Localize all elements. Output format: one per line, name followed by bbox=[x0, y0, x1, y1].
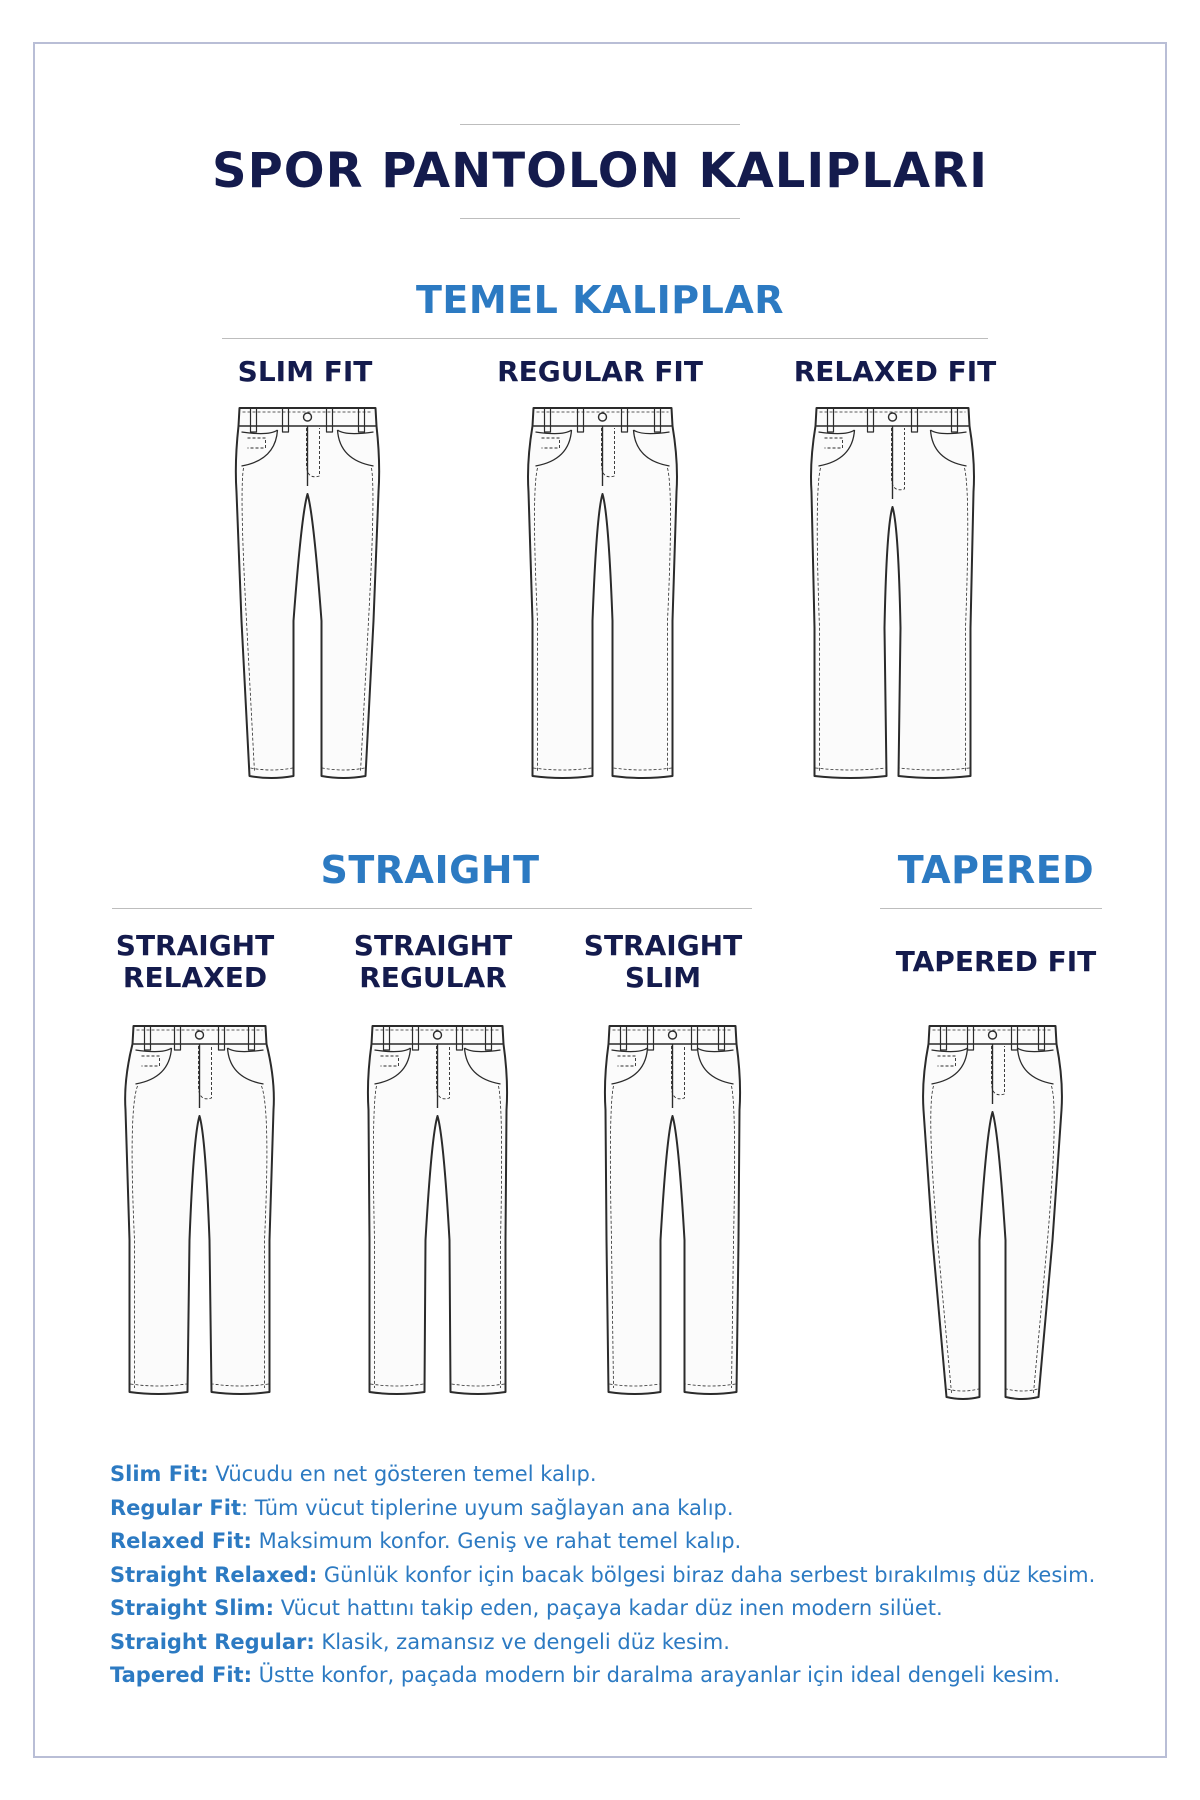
straight-regular-pants-illustration bbox=[350, 1020, 525, 1400]
section-rule-tapered bbox=[880, 908, 1102, 909]
title-top-rule bbox=[460, 124, 740, 125]
fit-label-straight-regular bbox=[318, 930, 548, 994]
title-bottom-rule bbox=[460, 218, 740, 219]
description-tapered-fit: Tapered Fit: Üstte konfor, paçada modern bir daralma arayanlar için ideal dengeli kesim. bbox=[110, 1663, 1061, 1687]
fit-label-straight-regular-line2: REGULAR bbox=[359, 961, 507, 994]
fit-label-straight-relaxed bbox=[80, 930, 310, 994]
straight-slim-pants-illustration bbox=[585, 1020, 760, 1400]
relaxed-fit-pants-illustration bbox=[795, 402, 990, 784]
description-relaxed-fit: Relaxed Fit: Maksimum konfor. Geniş ve rahat temel kalıp. bbox=[110, 1529, 742, 1553]
description-slim-fit: Slim Fit: Vücudu en net gösteren temel kalıp. bbox=[110, 1462, 597, 1486]
tapered-fit-pants-illustration bbox=[910, 1020, 1075, 1405]
fit-label-relaxed: RELAXED FIT bbox=[793, 355, 997, 388]
section-heading-temel: TEMEL KALIPLAR bbox=[415, 278, 785, 322]
fit-label-straight-regular-line1: STRAIGHT bbox=[353, 929, 513, 962]
slim-fit-pants-illustration bbox=[215, 402, 400, 784]
description-straight-slim: Straight Slim: Vücut hattını takip eden, paçaya kadar düz inen modern silüet. bbox=[110, 1596, 943, 1620]
description-straight-regular: Straight Regular: Klasik, zamansız ve dengeli düz kesim. bbox=[110, 1629, 730, 1654]
straight-relaxed-pants-illustration bbox=[112, 1020, 287, 1400]
description-regular-fit: Regular Fit: Tüm vücut tiplerine uyum sağlayan ana kalıp. bbox=[110, 1495, 734, 1520]
fit-label-straight-relaxed-line2: RELAXED bbox=[122, 961, 268, 994]
section-rule-temel bbox=[222, 338, 988, 339]
regular-fit-pants-illustration bbox=[510, 402, 695, 784]
fit-label-straight-slim-line1: STRAIGHT bbox=[583, 929, 743, 962]
fit-label-straight-relaxed-line1: STRAIGHT bbox=[115, 929, 275, 962]
section-rule-straight bbox=[112, 908, 752, 909]
fit-label-slim: SLIM FIT bbox=[237, 355, 373, 388]
page-title: SPOR PANTOLON KALIPLARI bbox=[212, 143, 988, 199]
description-straight-relaxed: Straight Relaxed: Günlük konfor için bacak bölgesi biraz daha serbest bırakılmış düz kesim. bbox=[110, 1562, 1096, 1587]
fit-label-regular: REGULAR FIT bbox=[497, 355, 703, 388]
fit-label-straight-slim-line2: SLIM bbox=[624, 961, 702, 994]
fit-label-tapered: TAPERED FIT bbox=[895, 945, 1097, 978]
section-heading-tapered: TAPERED bbox=[897, 848, 1095, 892]
fit-label-straight-slim bbox=[548, 930, 778, 994]
fit-descriptions bbox=[110, 1458, 1110, 1693]
section-heading-straight: STRAIGHT bbox=[320, 848, 540, 892]
